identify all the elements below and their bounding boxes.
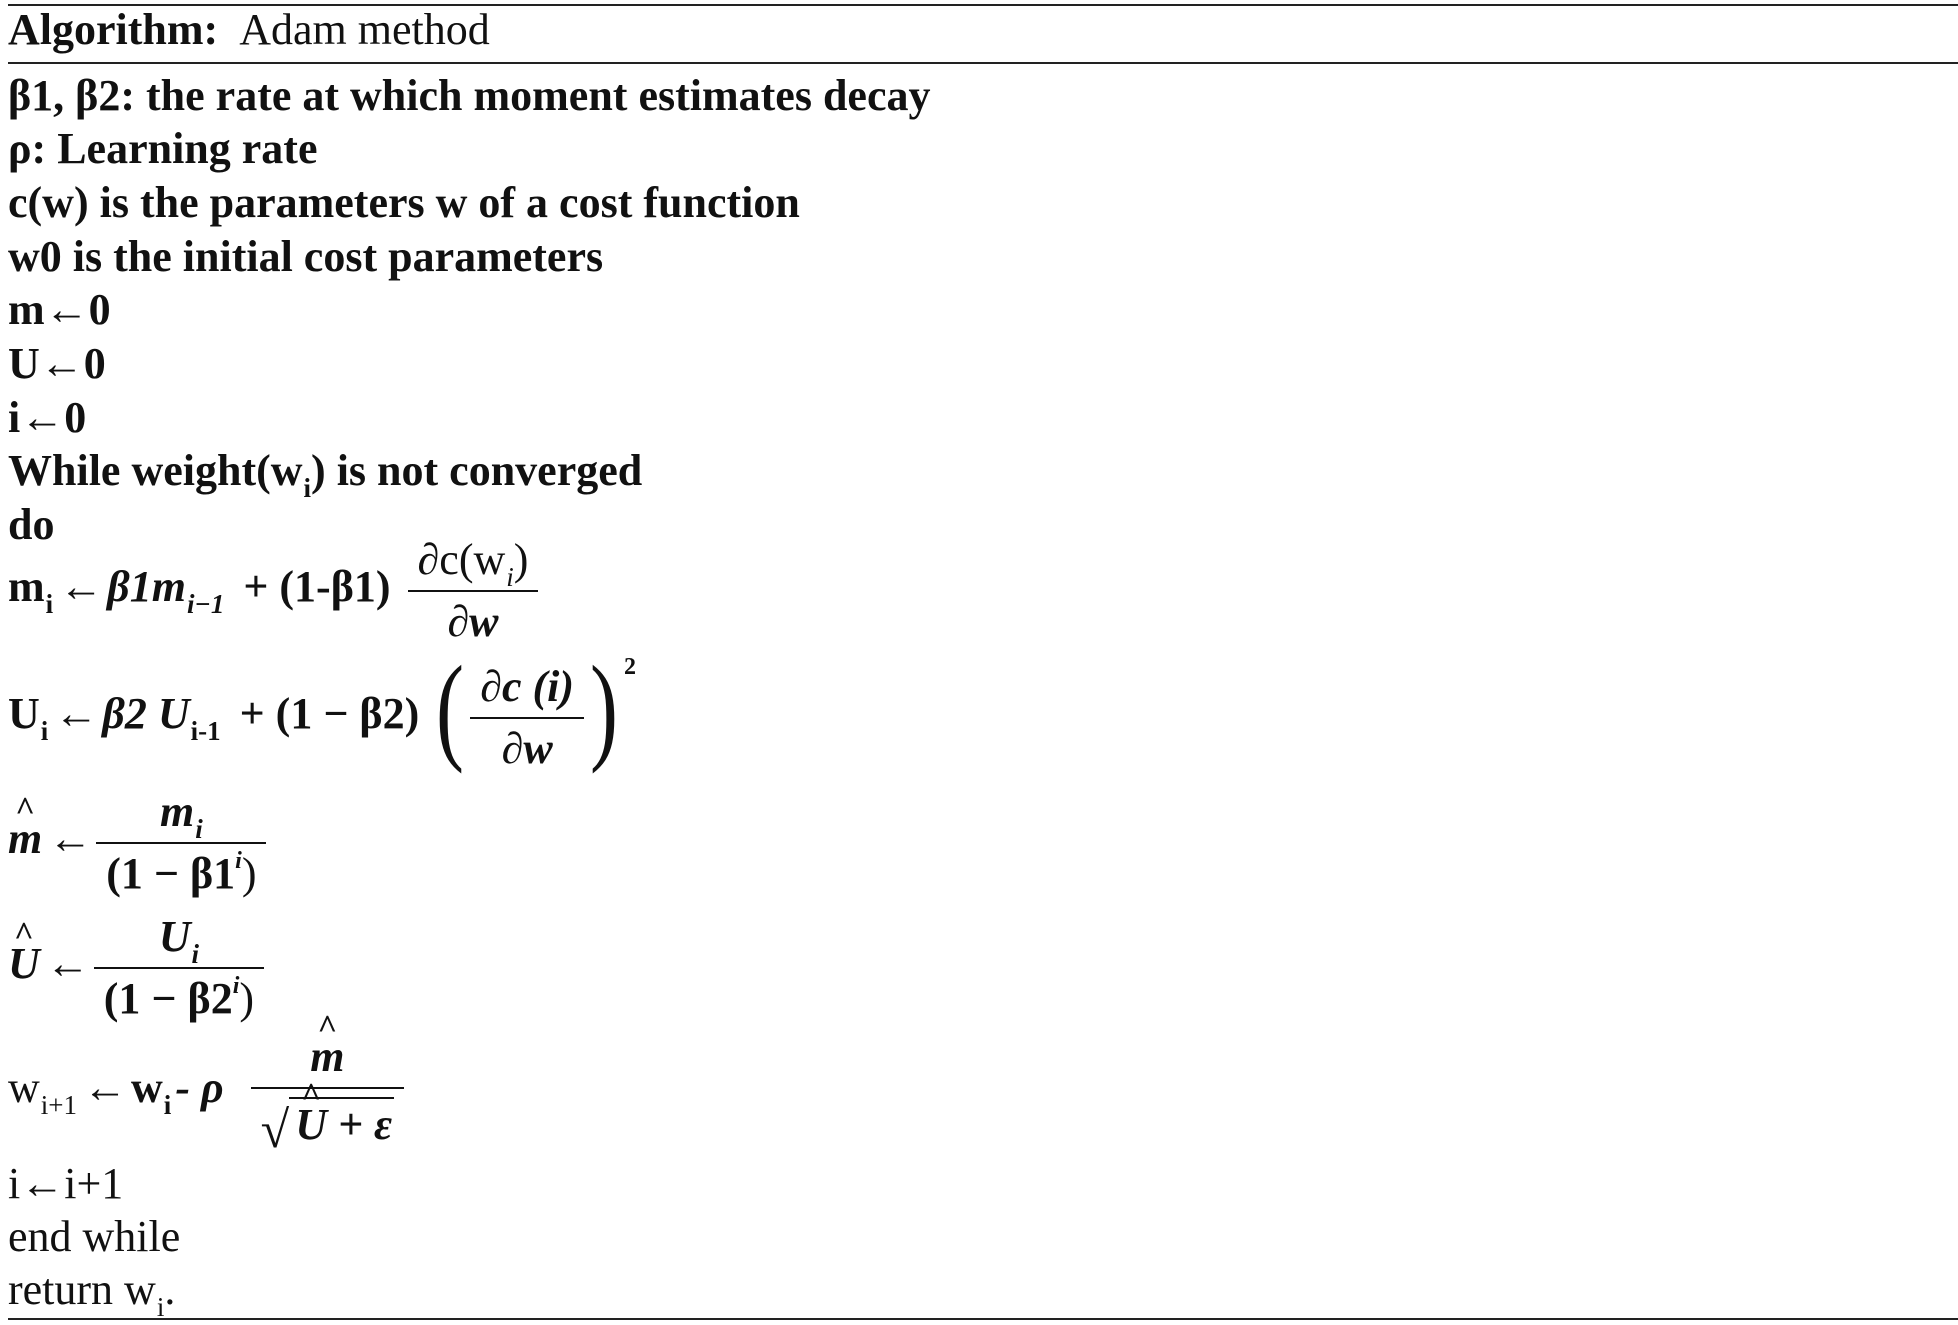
init-m: m←0 bbox=[8, 285, 111, 334]
init-u: U←0 bbox=[8, 339, 106, 388]
do-line: do bbox=[8, 500, 55, 549]
def-w0: w0 is the initial cost parameters bbox=[8, 232, 604, 281]
eq-u-gradient-fraction: $\frac{\partial c (i)}{\partial w}$ bbox=[470, 665, 584, 771]
algorithm-header bbox=[8, 5, 490, 54]
algorithm-title: Adam method bbox=[239, 5, 490, 54]
return-line: return $w_i$. bbox=[8, 1265, 176, 1322]
eq-weight-fraction: ^ $\frac{m}{√\^{} U + \varepsilon}$ bbox=[251, 1035, 404, 1149]
def-beta: β1, β2: the rate at which moment estimates decay bbox=[8, 71, 931, 120]
init-i: i←0 bbox=[8, 393, 87, 442]
algorithm-label: Algorithm: bbox=[8, 5, 219, 54]
bottom-rule bbox=[8, 1318, 1958, 1320]
eq-u-update: $U_i$ ←β2 $U_{i-1} + (1 - \beta 2)$ ( $\frac{\partial c (i)}{\partial w}$ ) $^2$ bbox=[8, 641, 636, 774]
increment-line: i←i+1 bbox=[8, 1159, 124, 1208]
left-paren: ( bbox=[436, 641, 465, 774]
sqrt-symbol: √^ U + ε bbox=[261, 1097, 394, 1149]
while-line: While $weight(w_i)$ is not converged bbox=[8, 446, 643, 503]
end-while-line: end while bbox=[8, 1212, 181, 1261]
def-cost: c(w) is the parameters w of a cost function bbox=[8, 178, 800, 227]
header-rule bbox=[8, 62, 1958, 64]
eq-u-hat: ^ U ← $\frac{U_i}{(1 - \beta 2^i)}$ bbox=[8, 915, 270, 1021]
def-rho: ρ: Learning rate bbox=[8, 124, 318, 173]
eq-m-update: $m_i$ $\leftarrow\beta 1m_{i-1} + (1-\beta 1)$ $\frac{\partial c(w_i)}{\partial w}$ bbox=[8, 538, 544, 644]
eq-weight-update: $w_{i+1}$ $\leftarrow w_i-$ ρ ^ $\frac{m}{√\^{} U + \varepsilon}$ bbox=[8, 1035, 410, 1149]
eq-m-hat: ^ m ← $\frac{m_i}{(1 - \beta 1^i)}$ bbox=[8, 790, 272, 896]
eq-m-hat-fraction: $\frac{m_i}{(1 - \beta 1^i)}$ bbox=[96, 790, 266, 896]
eq-m-gradient-fraction: $\frac{\partial c(w_i)}{\partial w}$ bbox=[408, 538, 539, 644]
right-paren: ) bbox=[590, 641, 619, 774]
eq-u-hat-fraction: $\frac{U_i}{(1 - \beta 2^i)}$ bbox=[94, 915, 264, 1021]
